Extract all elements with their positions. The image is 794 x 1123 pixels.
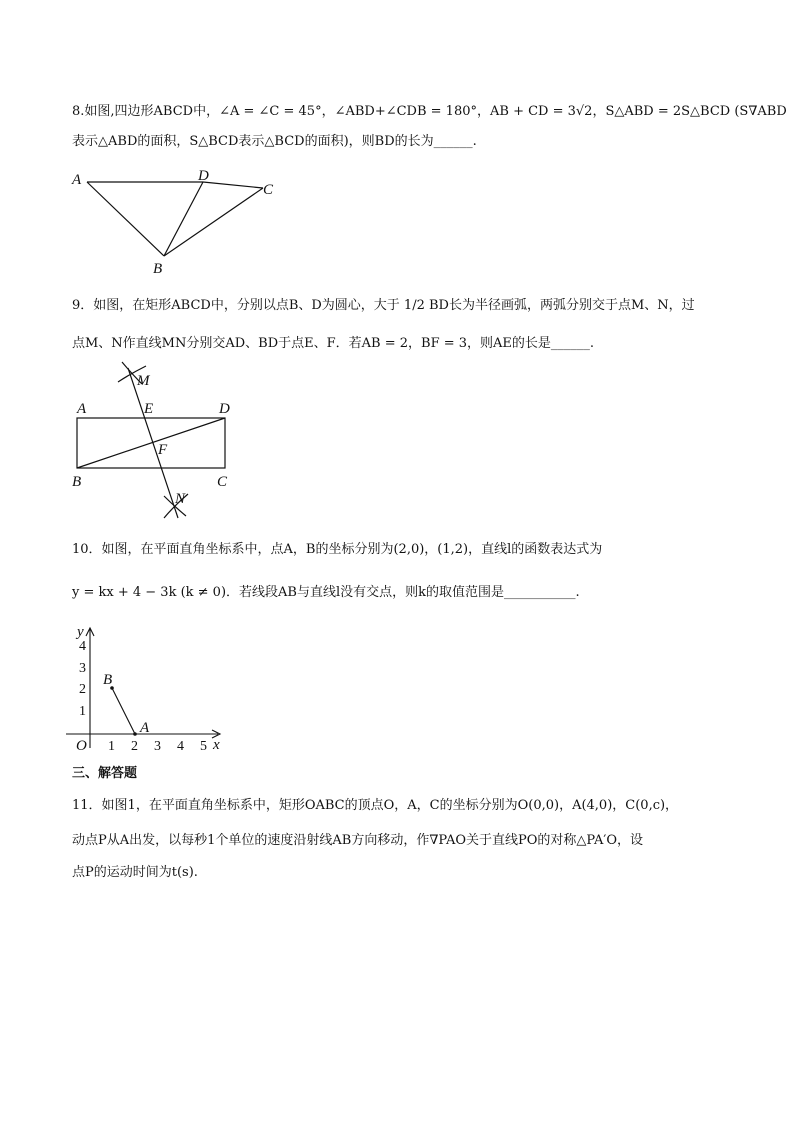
q10-x-tick-5: 5 (200, 739, 207, 754)
q9-label-f: F (158, 442, 168, 458)
q9-label-n: N (175, 491, 186, 507)
q10-origin-label: O (76, 738, 87, 754)
q8-text-line2: 表示△ABD的面积，S△BCD表示△BCD的面积)，则BD的长为______. (72, 134, 477, 149)
q9-label-m: M (137, 373, 150, 389)
q9-label-e: E (144, 401, 154, 417)
q9-label-b: B (72, 474, 82, 490)
q10-x-tick-1: 1 (108, 739, 115, 754)
section-heading: 三、解答题 (72, 766, 138, 781)
q10-coordinate-figure (60, 618, 230, 758)
q8-label-a: A (72, 172, 82, 188)
q10-y-tick-2: 2 (79, 682, 86, 697)
q11-text-line1: 11．如图1，在平面直角坐标系中，矩形OABC的顶点O，A，C的坐标分别为O(0,0)，A(4,0)，C(0,c)， (72, 798, 679, 813)
q10-x-tick-3: 3 (154, 739, 161, 754)
q8-text-line1: 8.如图,四边形ABCD中，∠A = ∠C = 45°，∠ABD+∠CDB = 180°，AB + CD = 3√2，S△ABD = 2S△BCD (S∇ABD (72, 104, 787, 119)
q10-y-tick-4: 4 (79, 639, 86, 654)
q11-text-line2: 动点P从A出发，以每秒1个单位的速度沿射线AB方向移动，作∇PAO关于直线PO的对称△PA′O，设 (72, 833, 643, 848)
q10-point-a (133, 732, 137, 736)
q10-y-tick-3: 3 (79, 661, 86, 676)
q9-text-line1: 9．如图，在矩形ABCD中，分别以点B、D为圆心，大于 1/2 BD长为半径画弧，两弧分别交于点M、N，过 (72, 298, 695, 313)
q9-label-d: D (219, 401, 230, 417)
q8-quadrilateral-figure (60, 160, 300, 280)
q10-text-line2: y = kx + 4 − 3k (k ≠ 0)．若线段AB与直线l没有交点，则k的取值范围是___________. (72, 585, 580, 600)
q10-x-tick-2: 2 (131, 739, 138, 754)
q10-axis-x-label: x (213, 737, 220, 753)
q10-text-line1: 10．如图，在平面直角坐标系中，点A，B的坐标分别为(2,0)，(1,2)，直线l的函数表达式为 (72, 542, 603, 557)
q9-label-a: A (77, 401, 87, 417)
q10-axis-y-label: y (77, 624, 84, 640)
q8-label-c: C (263, 182, 274, 198)
q10-y-tick-1: 1 (79, 704, 86, 719)
q10-label-b: B (103, 672, 113, 688)
q10-x-tick-4: 4 (177, 739, 184, 754)
q10-label-a: A (140, 720, 150, 736)
q9-text-line2: 点M、N作直线MN分别交AD、BD于点E、F．若AB = 2，BF = 3，则AE的长是______. (72, 336, 595, 351)
q9-label-c: C (217, 474, 228, 490)
q9-rectangle-figure (60, 360, 260, 525)
q8-label-b: B (153, 261, 163, 277)
q8-label-d: D (198, 168, 209, 184)
q11-text-line3: 点P的运动时间为t(s). (72, 865, 198, 880)
